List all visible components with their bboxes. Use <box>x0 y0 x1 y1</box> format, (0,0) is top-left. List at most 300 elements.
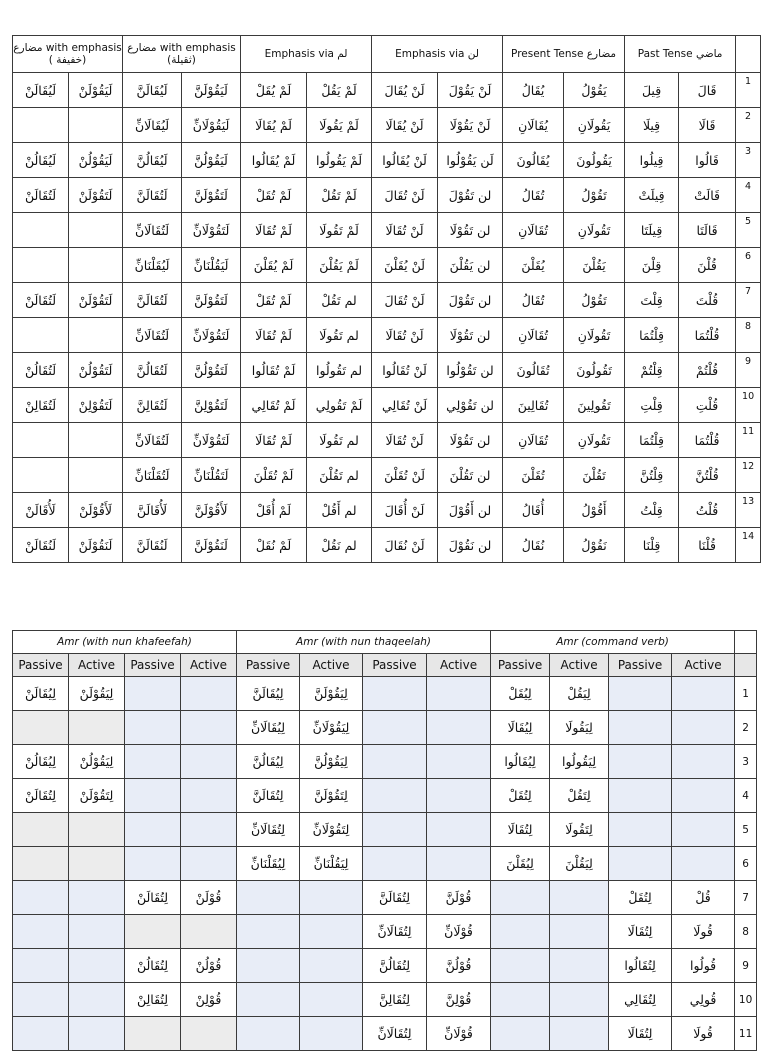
table-cell: لَيَقُوْلَنَّ <box>182 73 241 108</box>
subheader-active: Active <box>550 654 609 677</box>
table-cell: لَتُقَالِنْ <box>13 388 69 423</box>
table-cell: قُوْلُنَّ <box>427 949 491 983</box>
header-past-tense: Past Tense ماضي <box>625 36 736 73</box>
subheader-active: Active <box>300 654 363 677</box>
header-emphasis-lan: Emphasis via لن <box>372 36 503 73</box>
table-cell <box>13 458 69 493</box>
table-cell: تُقَالُ <box>503 178 564 213</box>
table-cell: لِتُقَالَنْ <box>125 881 181 915</box>
table-row <box>13 213 761 248</box>
table-cell: لَمْ تَقُلْ <box>307 178 372 213</box>
table-cell <box>13 949 69 983</box>
table-cell: قُولُوا <box>672 949 735 983</box>
table-cell: لِتُقَلْ <box>609 881 672 915</box>
table-cell: لن تَقُلْنَ <box>438 458 503 493</box>
table-cell: لَمْ يَقُلْ <box>307 73 372 108</box>
header-amr-nun-thaqeelah: Amr (with nun thaqeelah) <box>237 631 491 654</box>
table-cell: لن تَقُوْلَا <box>438 318 503 353</box>
table-cell: يُقَالَانِ <box>503 108 564 143</box>
table-cell: تَقُولَانِ <box>564 213 625 248</box>
table-cell: لَمْ تَقُولَا <box>307 213 372 248</box>
row-number: 6 <box>735 847 757 881</box>
row-number: 13 <box>736 493 761 528</box>
row-number: 5 <box>736 213 761 248</box>
table-cell <box>672 813 735 847</box>
table-cell <box>69 983 125 1017</box>
table-cell <box>181 915 237 949</box>
table-cell: لِيَقُوْلَنَّ <box>300 677 363 711</box>
table-row <box>13 779 757 813</box>
table-cell: قَالَتْ <box>679 178 736 213</box>
table-cell <box>300 1017 363 1051</box>
table-row <box>13 143 761 178</box>
table-cell: لَنَقُوْلَنَّ <box>182 528 241 563</box>
table-cell: لَمْ تُقَالَا <box>241 423 307 458</box>
table-cell: لَتَقُوْلَنْ <box>69 283 123 318</box>
table-cell: لَنْ تُقَالِي <box>372 388 438 423</box>
table-cell <box>181 779 237 813</box>
table-cell: لَتُقَالَانِّ <box>123 318 182 353</box>
row-number: 2 <box>735 711 757 745</box>
row-number: 11 <box>736 423 761 458</box>
table-row <box>13 949 757 983</box>
table-cell: قِيلَ <box>625 73 679 108</box>
table-cell: قُلْتُنَّ <box>679 458 736 493</box>
table-cell: قِلْنَ <box>625 248 679 283</box>
table-cell: لَيُقَلْنَانِّ <box>123 248 182 283</box>
table-cell: لَمْ تُقَلْ <box>241 178 307 213</box>
table-cell: لَنْ تُقَالَ <box>372 283 438 318</box>
subheader-passive: Passive <box>363 654 427 677</box>
table-cell: لَمْ يُقَالُوا <box>241 143 307 178</box>
table-cell: قُوْلَنَّ <box>427 881 491 915</box>
table-cell <box>300 983 363 1017</box>
table-cell <box>300 915 363 949</box>
table-cell: تَقُلْنَ <box>564 458 625 493</box>
subheader-number <box>735 654 757 677</box>
table-cell <box>427 813 491 847</box>
table-cell: أَقُوْلُ <box>564 493 625 528</box>
table-cell: قِيلَا <box>625 108 679 143</box>
table-cell: لم أَقُلْ <box>307 493 372 528</box>
table-cell: لِيَقُوْلَانِّ <box>300 711 363 745</box>
table-row <box>13 677 757 711</box>
table-cell: لِتُقَالُنْ <box>125 949 181 983</box>
table-cell: لَتَقُوْلَنَّ <box>182 178 241 213</box>
table-cell <box>491 983 550 1017</box>
table-cell: لَنْ نُقَالَ <box>372 528 438 563</box>
table-cell: يَقُلْنَ <box>564 248 625 283</box>
table-cell: لَتُقَالَنْ <box>13 283 69 318</box>
table-cell: لِتُقَالَانِّ <box>363 1017 427 1051</box>
table-cell <box>125 1017 181 1051</box>
table-cell: لَمْ تُقَالُوا <box>241 353 307 388</box>
row-number: 6 <box>736 248 761 283</box>
table-cell <box>300 949 363 983</box>
past-present-emphasis-table <box>12 35 761 563</box>
table-cell: قُلْنَا <box>679 528 736 563</box>
table-cell <box>427 779 491 813</box>
table-cell <box>181 677 237 711</box>
table-cell <box>363 677 427 711</box>
table-cell: لِيُقَالَنَّ <box>237 677 300 711</box>
table-cell: لِيُقَلْنَ <box>491 847 550 881</box>
table-cell: قِيلَتْ <box>625 178 679 213</box>
table-cell: لَتُقَالُنْ <box>13 353 69 388</box>
table-cell <box>13 813 69 847</box>
table-cell <box>69 915 125 949</box>
table-cell: قُولَا <box>672 1017 735 1051</box>
table-cell: لِتَقُوْلَنَّ <box>300 779 363 813</box>
table-cell: لِيُقَالُنْ <box>13 745 69 779</box>
table-cell: لِتَقُوْلَانِّ <box>300 813 363 847</box>
table-cell: لَيُقَالَانِّ <box>123 108 182 143</box>
table-cell: لَتُقَالَانِّ <box>123 213 182 248</box>
row-number: 12 <box>736 458 761 493</box>
row-number: 3 <box>735 745 757 779</box>
table-cell: قَالُوا <box>679 143 736 178</box>
table-cell: قِلْتُنَّ <box>625 458 679 493</box>
table-cell: يَقُولُونَ <box>564 143 625 178</box>
table-cell: قُوْلَانِّ <box>427 1017 491 1051</box>
table-cell: قُلْتُمَا <box>679 423 736 458</box>
table-cell: لَتَقُوْلِنْ <box>69 388 123 423</box>
table-cell: لَنْ يُقَالُوا <box>372 143 438 178</box>
table-cell: لِيُقَالُوا <box>491 745 550 779</box>
row-number: 9 <box>736 353 761 388</box>
table-cell: لَمْ أُقَلْ <box>241 493 307 528</box>
table-cell <box>363 779 427 813</box>
table-cell: تَقُولِينَ <box>564 388 625 423</box>
table-cell: لَمْ تَقُولِي <box>307 388 372 423</box>
table-cell: لِتُقَالَا <box>609 1017 672 1051</box>
amr-command-table <box>12 630 757 1051</box>
table-cell: قَالَا <box>679 108 736 143</box>
subheader-passive: Passive <box>125 654 181 677</box>
table-cell <box>13 318 69 353</box>
table-cell: قِيلُوا <box>625 143 679 178</box>
table-cell <box>125 779 181 813</box>
table-cell: لَمْ يَقُلْنَ <box>307 248 372 283</box>
table-cell: لَيَقُوْلَانِّ <box>182 108 241 143</box>
table-cell: لَن يَقُوْلُوا <box>438 143 503 178</box>
table-cell <box>491 881 550 915</box>
table-cell: تُقَالَانِ <box>503 213 564 248</box>
table-cell: لن تَقُوْلِي <box>438 388 503 423</box>
header-light-emphasis: مضارع with emphasis ( خفيفة) <box>13 36 123 73</box>
table-cell: يُقَالُونَ <box>503 143 564 178</box>
table-cell <box>550 983 609 1017</box>
bottom-table-subheader-row <box>13 654 757 677</box>
table-cell <box>427 677 491 711</box>
table-cell: لِيَقُلْنَانِّ <box>300 847 363 881</box>
table-cell <box>181 1017 237 1051</box>
table-cell: لَنْ تُقَلْنَ <box>372 458 438 493</box>
table-cell <box>550 915 609 949</box>
table-cell: لم تَقُلْنَ <box>307 458 372 493</box>
header-emphasis-lam: Emphasis via لم <box>241 36 372 73</box>
table-cell <box>13 213 69 248</box>
table-cell: تَقُوْلُ <box>564 283 625 318</box>
row-number: 4 <box>735 779 757 813</box>
table-cell: لَيُقَالُنَّ <box>123 143 182 178</box>
table-cell: لن أَقُوْلَ <box>438 493 503 528</box>
table-cell <box>13 881 69 915</box>
row-number: 5 <box>735 813 757 847</box>
table-row <box>13 248 761 283</box>
table-cell <box>13 847 69 881</box>
table-cell <box>13 711 69 745</box>
subheader-active: Active <box>427 654 491 677</box>
table-cell: لَنْ تُقَالُوا <box>372 353 438 388</box>
table-cell <box>69 1017 125 1051</box>
table-cell: لَنْ تُقَالَ <box>372 178 438 213</box>
table-cell <box>672 677 735 711</box>
subheader-active: Active <box>181 654 237 677</box>
table-row <box>13 283 761 318</box>
row-number: 2 <box>736 108 761 143</box>
table-row <box>13 528 761 563</box>
table-cell <box>491 949 550 983</box>
table-cell <box>672 745 735 779</box>
table-cell: لَنْ يُقَالَا <box>372 108 438 143</box>
table-cell <box>363 711 427 745</box>
table-cell <box>181 745 237 779</box>
table-cell: قِلْتُمْ <box>625 353 679 388</box>
table-cell: يَقُوْلُ <box>564 73 625 108</box>
table-cell <box>125 813 181 847</box>
subheader-active: Active <box>672 654 735 677</box>
table-cell: قُولَا <box>672 915 735 949</box>
table-cell: قُلْتِ <box>679 388 736 423</box>
table-cell: لَنْ يَقُوْلَ <box>438 73 503 108</box>
table-cell <box>69 711 125 745</box>
table-cell: لَيُقَالُنْ <box>13 143 69 178</box>
table-cell: لَنْ تُقَالَا <box>372 423 438 458</box>
table-row <box>13 847 757 881</box>
table-cell: لِتَقُوْلَنْ <box>69 779 125 813</box>
table-cell: تُقَالُ <box>503 283 564 318</box>
table-row <box>13 423 761 458</box>
table-cell <box>181 847 237 881</box>
table-cell: لَتَقُوْلُنَّ <box>182 353 241 388</box>
header-present-tense: Present Tense مضارع <box>503 36 625 73</box>
row-number: 10 <box>735 983 757 1017</box>
table-cell <box>237 983 300 1017</box>
table-cell: لِيُقَالَنْ <box>13 677 69 711</box>
table-cell <box>550 1017 609 1051</box>
table-cell: لَمْ يُقَلْ <box>241 73 307 108</box>
table-row <box>13 711 757 745</box>
table-row <box>13 813 757 847</box>
table-cell: لَمْ يَقُولُوا <box>307 143 372 178</box>
table-row <box>13 388 761 423</box>
header-number <box>736 36 761 73</box>
table-cell: قِلْتَ <box>625 283 679 318</box>
table-cell: تَقُولَانِ <box>564 318 625 353</box>
table-cell: لم نَقُلْ <box>307 528 372 563</box>
row-number: 1 <box>736 73 761 108</box>
table-cell <box>609 745 672 779</box>
table-cell: قُلْتُمَا <box>679 318 736 353</box>
table-cell: لِتَقُولَا <box>550 813 609 847</box>
table-cell: لِتُقَالَنَّ <box>237 779 300 813</box>
table-cell: لِتَقُلْ <box>550 779 609 813</box>
table-cell: لِيَقُلْنَ <box>550 847 609 881</box>
table-cell: قُوْلِنَّ <box>427 983 491 1017</box>
table-cell: لِيُقَالَانِّ <box>237 711 300 745</box>
table-cell: قِيلَتَا <box>625 213 679 248</box>
table-cell: لَمْ تُقَالَا <box>241 318 307 353</box>
table-cell: لَتَقُوْلَنَّ <box>182 283 241 318</box>
table-cell: لِتُقَالَا <box>491 813 550 847</box>
table-cell <box>13 983 69 1017</box>
table-cell: لِيَقُوْلَنْ <box>69 677 125 711</box>
row-number: 9 <box>735 949 757 983</box>
row-number: 14 <box>736 528 761 563</box>
table-cell: لَيُقَالَنْ <box>13 73 69 108</box>
table-cell: نُقَالُ <box>503 528 564 563</box>
table-cell: تُقَلْنَ <box>503 458 564 493</box>
table-cell <box>69 423 123 458</box>
table-cell: لِيَقُولَا <box>550 711 609 745</box>
row-number: 8 <box>736 318 761 353</box>
table-cell: قِلْتُ <box>625 493 679 528</box>
table-row <box>13 745 757 779</box>
table-row <box>13 983 757 1017</box>
table-cell: لن تَقُوْلَ <box>438 283 503 318</box>
table-cell <box>363 745 427 779</box>
table-cell <box>69 881 125 915</box>
table-cell <box>13 248 69 283</box>
table-cell: تُقَالُونَ <box>503 353 564 388</box>
table-cell: لَأُقَالَنَّ <box>123 493 182 528</box>
table-cell <box>491 915 550 949</box>
table-cell: لم تَقُولُوا <box>307 353 372 388</box>
table-cell: لِتُقَالِي <box>609 983 672 1017</box>
table-cell: لَأُقَالَنْ <box>13 493 69 528</box>
table-cell <box>672 779 735 813</box>
table-cell: لَمْ تُقَلْنَ <box>241 458 307 493</box>
table-cell: قُلْنَ <box>679 248 736 283</box>
table-cell: لَمْ يَقُولَا <box>307 108 372 143</box>
table-cell: لِتُقَالَنْ <box>13 779 69 813</box>
table-cell: لِتُقَالُوا <box>609 949 672 983</box>
table-cell: لِيُقَالُنَّ <box>237 745 300 779</box>
table-cell: لَنْ يُقَلْنَ <box>372 248 438 283</box>
table-cell: لَنُقَالَنَّ <box>123 528 182 563</box>
table-cell <box>69 847 125 881</box>
table-cell <box>13 423 69 458</box>
table-cell: لم تَقُولَا <box>307 318 372 353</box>
table-cell: تُقَالَانِ <box>503 318 564 353</box>
table-cell <box>69 213 123 248</box>
top-table-header-row <box>13 36 761 73</box>
table-cell <box>237 949 300 983</box>
table-cell <box>300 881 363 915</box>
table-cell: لم تَقُلْ <box>307 283 372 318</box>
table-cell <box>363 847 427 881</box>
row-number: 4 <box>736 178 761 213</box>
table-cell <box>125 677 181 711</box>
table-cell <box>550 949 609 983</box>
table-cell: تَقُوْلُ <box>564 178 625 213</box>
table-cell: تَقُولُونَ <box>564 353 625 388</box>
table-cell: لَتُقَالَانِّ <box>123 423 182 458</box>
table-cell: قُولِي <box>672 983 735 1017</box>
table-cell: لَمْ نُقَلْ <box>241 528 307 563</box>
table-cell <box>609 677 672 711</box>
row-number: 1 <box>735 677 757 711</box>
table-cell: لِيُقَالَا <box>491 711 550 745</box>
header-amr-nun-khafeefah: Amr (with nun khafeefah) <box>13 631 237 654</box>
table-cell: لَمْ يُقَالَا <box>241 108 307 143</box>
table-row <box>13 881 757 915</box>
table-cell: قِلْتِ <box>625 388 679 423</box>
table-cell: قَالَتَا <box>679 213 736 248</box>
table-cell <box>609 813 672 847</box>
table-cell: لَمْ تُقَلْ <box>241 283 307 318</box>
table-cell: لِيَقُولُوا <box>550 745 609 779</box>
table-cell: لن تَقُوْلَا <box>438 213 503 248</box>
table-cell: لَتَقُوْلَانِّ <box>182 213 241 248</box>
table-cell <box>125 847 181 881</box>
table-cell: لِتُقَالِنْ <box>125 983 181 1017</box>
table-cell: لِيَقُوْلُنَّ <box>300 745 363 779</box>
subheader-passive: Passive <box>237 654 300 677</box>
table-row <box>13 1017 757 1051</box>
table-cell: لَنْ يُقَالَ <box>372 73 438 108</box>
table-cell: لَتُقَالَنَّ <box>123 178 182 213</box>
row-number: 7 <box>736 283 761 318</box>
table-cell: قُلْتُ <box>679 493 736 528</box>
table-cell: قُوْلِنْ <box>181 983 237 1017</box>
table-cell: لَمْ تُقَالَا <box>241 213 307 248</box>
table-cell: تُقَالِينَ <box>503 388 564 423</box>
table-cell: لِيَقُلْ <box>550 677 609 711</box>
table-cell <box>427 745 491 779</box>
table-cell <box>363 813 427 847</box>
table-cell <box>69 813 125 847</box>
table-cell: لَيَقُلْنَانِّ <box>182 248 241 283</box>
table-cell <box>672 711 735 745</box>
table-cell: لَنُقَالَنْ <box>13 528 69 563</box>
table-cell: لَتُقَلْنَانِّ <box>123 458 182 493</box>
row-number: 8 <box>735 915 757 949</box>
table-cell <box>181 711 237 745</box>
table-cell: لن تَقُوْلَ <box>438 178 503 213</box>
table-cell <box>237 881 300 915</box>
table-row <box>13 458 761 493</box>
table-cell: لَنْ أُقَالَ <box>372 493 438 528</box>
table-cell: لَتَقُوْلَنْ <box>69 178 123 213</box>
table-cell: لَتُقَالِنَّ <box>123 388 182 423</box>
table-cell: لن نَقُوْلَ <box>438 528 503 563</box>
subheader-passive: Passive <box>491 654 550 677</box>
table-cell: لَيَقُوْلَنْ <box>69 73 123 108</box>
table-cell: قِلْنَا <box>625 528 679 563</box>
table-cell: لَأَقُوْلَنْ <box>69 493 123 528</box>
table-cell: لَنْ تُقَالَا <box>372 213 438 248</box>
table-cell <box>491 1017 550 1051</box>
table-cell: قُوْلُنْ <box>181 949 237 983</box>
row-number: 7 <box>735 881 757 915</box>
table-cell <box>609 711 672 745</box>
table-cell: يُقَلْنَ <box>503 248 564 283</box>
table-cell: تُقَالَانِ <box>503 423 564 458</box>
table-cell: قُلْتَ <box>679 283 736 318</box>
table-cell <box>672 847 735 881</box>
